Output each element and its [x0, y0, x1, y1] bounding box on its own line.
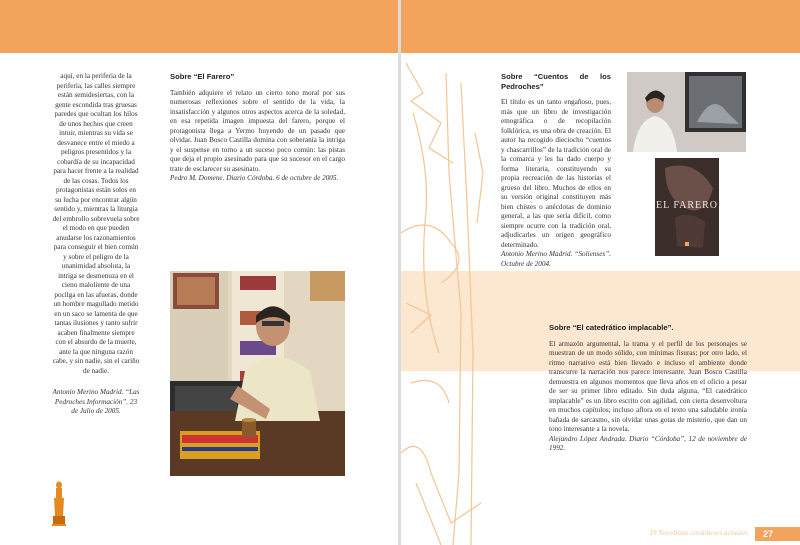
review-signature: Pedro M. Domene. Diario Córdoba. 6 de octubre de 2005.	[170, 174, 339, 182]
left-page	[0, 0, 398, 545]
footer-book-title: 19 Novelistas cordobeses actuales	[649, 529, 748, 537]
review-heading: Sobre “El catedrático implacable”.	[549, 323, 674, 332]
author-portrait-photo	[627, 72, 746, 152]
top-orange-band	[401, 0, 800, 53]
author-at-desk-photo	[170, 271, 345, 476]
top-orange-band	[0, 0, 398, 53]
review-text: El título es un tanto engañoso, pues, más que un libro de investigación etnográfica o de recopilación folklórica, es una obra de creación. El autor ha recogido dieciocho “cuentos y chascarrillos” de la tradición oral de la comarca y les ha dado cuerpo y forma literaria, constituyendo su propia recreación de las historias el grueso del libro. Muchos de ellos en su versión original constituyen más bien chistes o anécdotas de dominio general, a las que sería difícil, como siempre ocurre con la tradición oral, adjudicarles un origen geográfico determinado.	[501, 98, 611, 249]
review-text: El armazón argumental, la trama y el perfil de los personajes se muestran de un modo sólido, con mínimas fisuras; por otro lado, el ritmo narrativo está bien llevado e incluso el ambiente donde transcurre la narración nos parece interesante. Juan Bosco Castilla demuestra en algunos momentos que lleva años en el oficio a pesar de ser su primer libro editado. Sin duda alguna, “El catedrático implacable” es un libro escrito con agilidad, con cierta desenvoltura en muchos capítulos; incluso aflora en el texto una saludable ironía bañada de sarcasmo, sin olvidar unas gotas de misterio, que dan un tono interesante a la novela.	[549, 339, 747, 433]
page-number: 27	[755, 527, 800, 541]
left-column-text: aquí, en la periferia de la periferia, las calles siempre están semidesiertas, con la gente escondida tras gruesas paredes que ocultan los hilos de unos hechos que creen intuir, mientras su vida se desvanece entre el miedo a peligros presentidos y la cobardía de su incapacidad para hacer frente a la realidad de las cosas. Todos los protagonistas están solos en su lucha por encontrar algún sentido y, mientras la liturgia del embrollo sobrevuela sobre el modo en que pueden anudarse los razonamientos para conseguir el bien común y sobre el peligro de la unanimidad absoluta, la intriga se desmenuza en el cieno maloliente de una pocilga en las afueras, donde un hombre magullado metido en un saco se lamenta de que tantas ilusiones y tanto sufrir acaben finalmente siempre con el absurdo de la muerte, ante la que ninguna razón cabe, y sin nadie, sin el cariño de nadie.	[52, 72, 140, 375]
review-signature: Alejandro López Andrada. Diario “Córdoba”, 12 de noviembre de 1992.	[549, 434, 747, 452]
el-farero-book-cover	[655, 158, 719, 256]
right-page	[401, 0, 800, 545]
left-column-signature: Antonio Merino Madrid. “Las Pedroches Información”. 23 de Julio de 2005.	[52, 388, 140, 415]
left-column-continued	[52, 72, 140, 417]
review-el-catedratico-implacable	[549, 323, 747, 454]
book-cover-title: EL FARERO	[655, 200, 719, 211]
lighthouse-sketch-decoration	[401, 53, 491, 545]
review-el-farero	[170, 72, 345, 184]
review-heading: Sobre “Cuentos de los Pedroches”	[501, 72, 611, 91]
review-text: También adquiere el relato un cierto tono moral por sus numerosas reflexiones sobre el sentido de la vida, la insatisfacción y algunos otros aspectos acerca de la soledad, en esa repetida imagen impuesta del farero, porque el protagonista llega a Yermo huyendo de un pasado que olvidar. Juan Bosco Castilla domina con soberanía la intriga y el suspense en torno a un suceso poco común: las pistas que deja el propio asesinado para que su sucesor en el cargo trate de esclarecer su asesinato.	[170, 88, 345, 173]
review-signature: Antonio Merino Madrid. “Solienses”. Octubre de 2004.	[501, 250, 611, 268]
statue-logo-icon	[52, 480, 66, 530]
review-cuentos-de-los-pedroches	[501, 72, 611, 269]
review-heading: Sobre “El Farero”	[170, 72, 235, 81]
